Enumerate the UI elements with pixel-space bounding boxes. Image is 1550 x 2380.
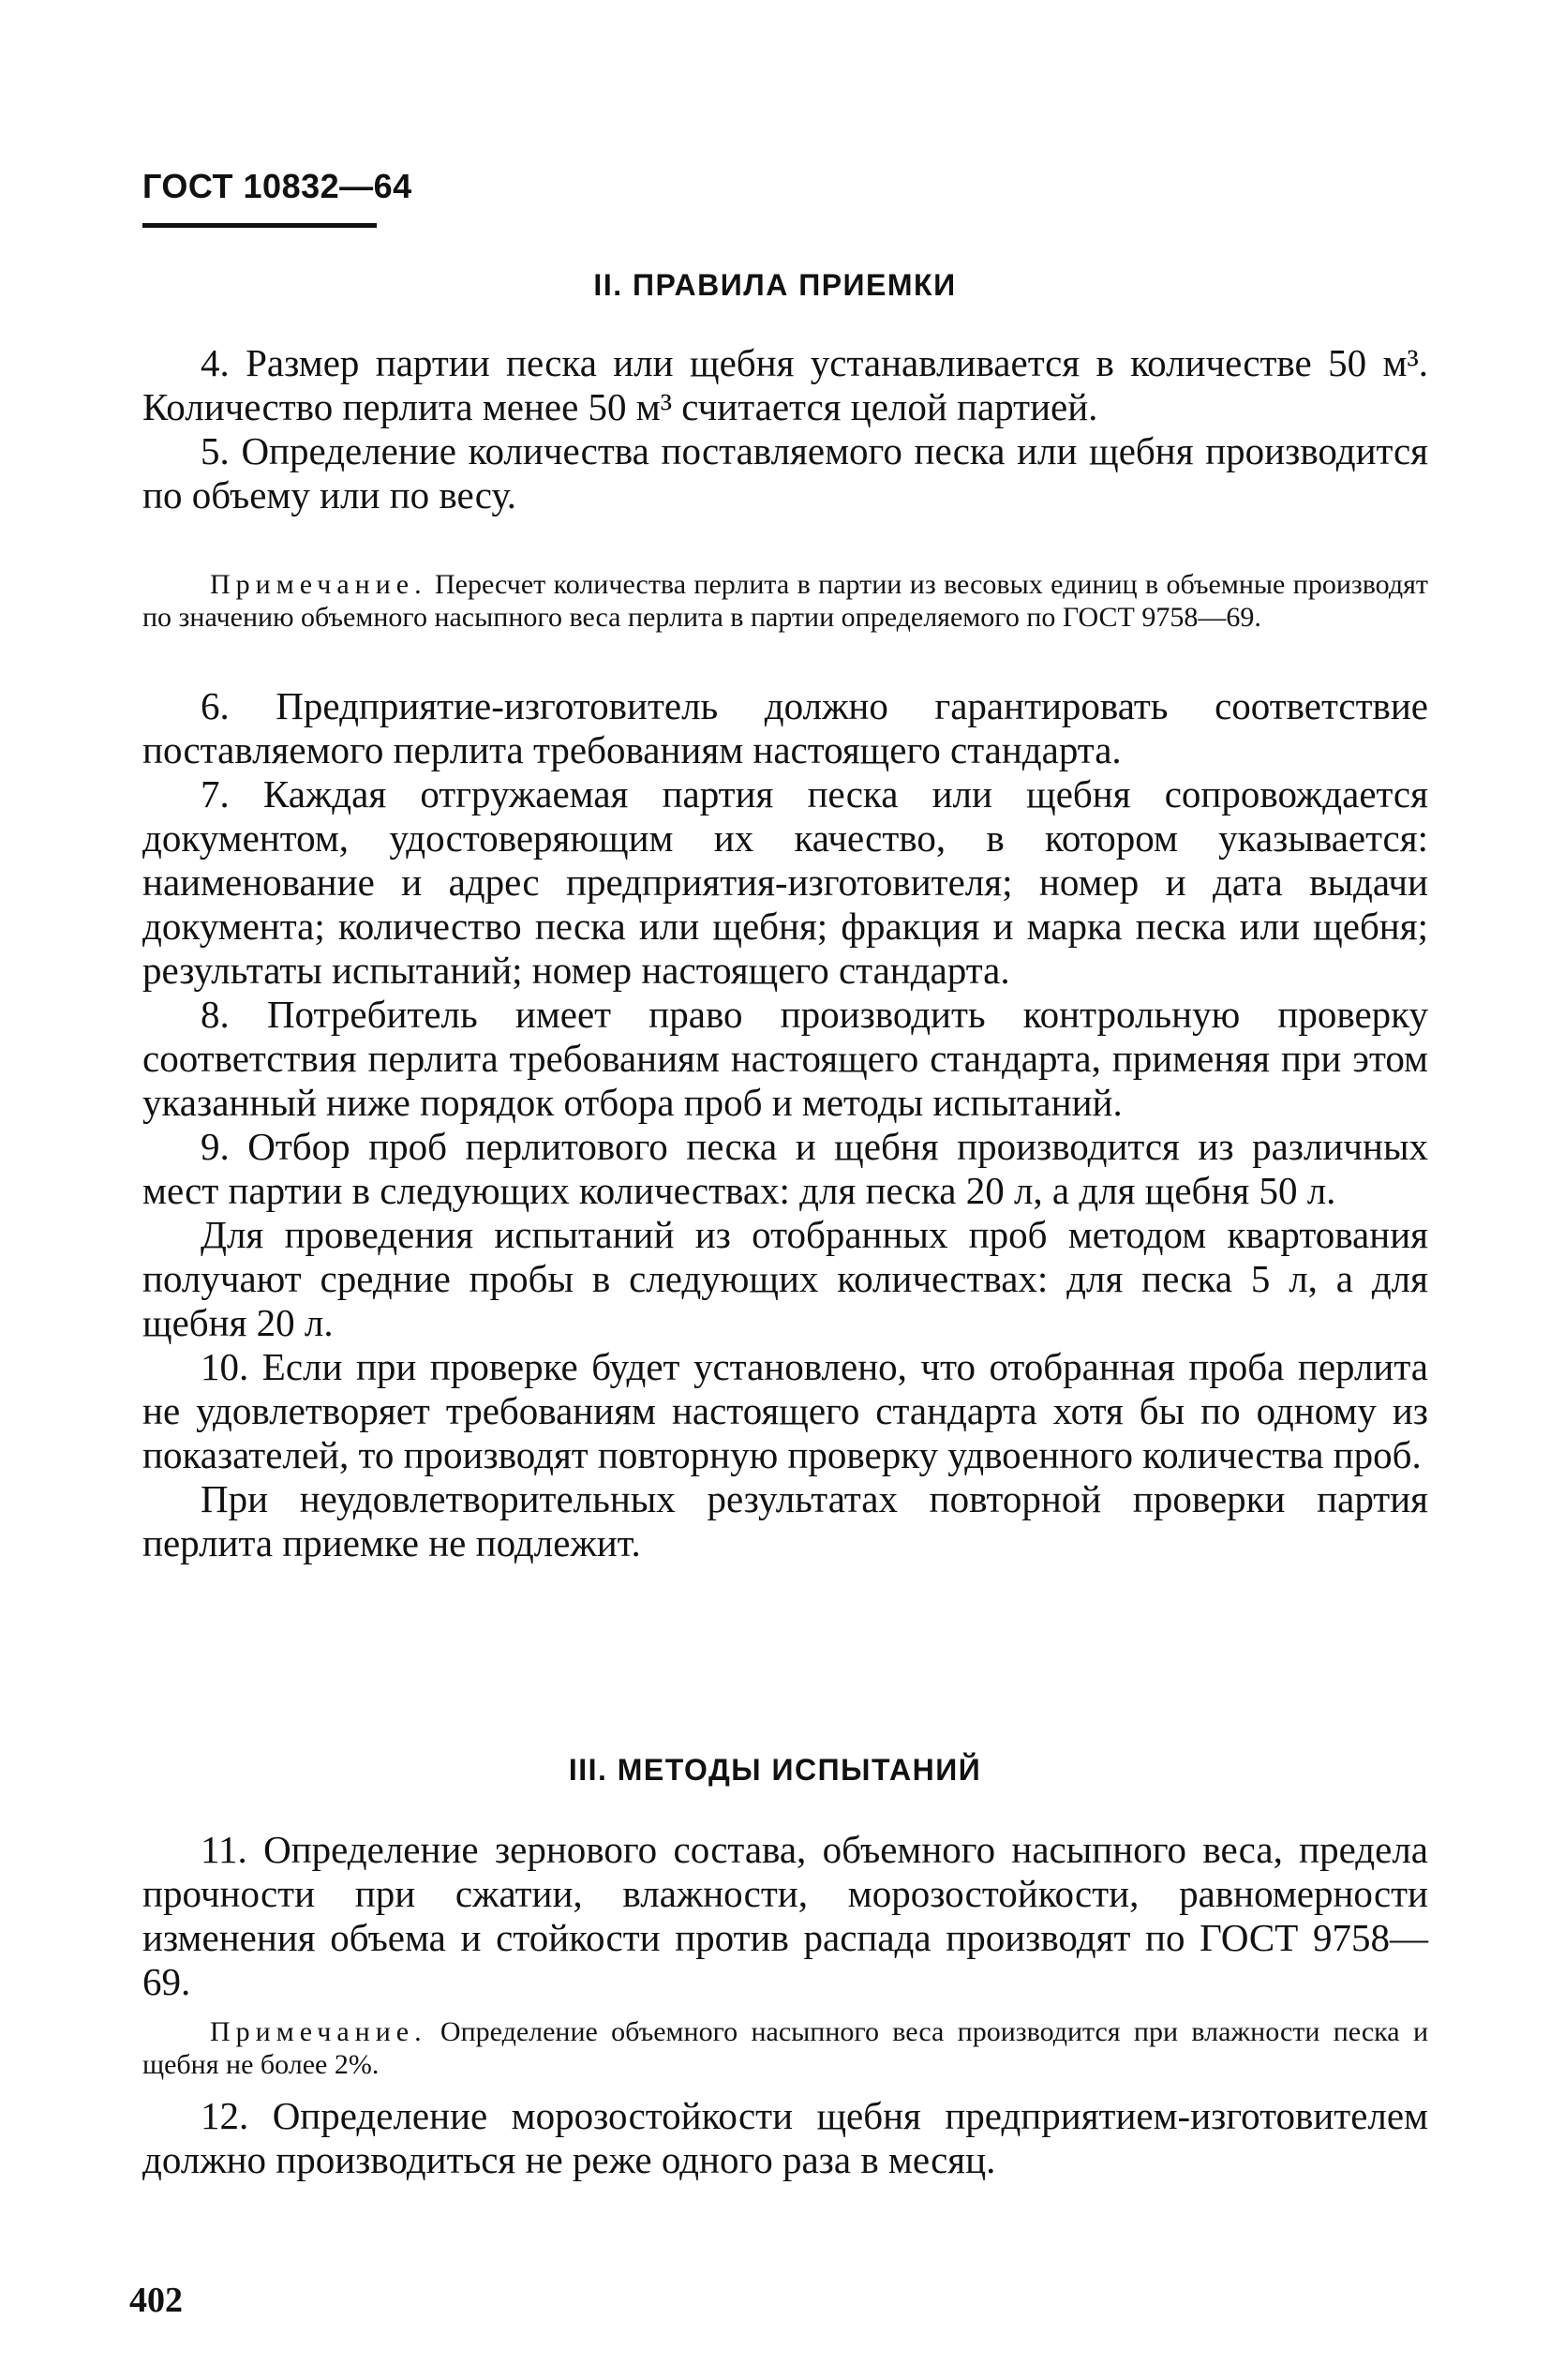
note-1: [142, 568, 1428, 634]
section-3-title: III. МЕТОДЫ ИСПЫТАНИЙ: [568, 1753, 982, 1787]
standard-id: ГОСТ 10832—64: [142, 167, 412, 205]
note-2-label: Примечание.: [210, 2016, 427, 2047]
paragraph-4: 4. Размер партии песка или щебня устанавливается в количестве 50 м³. Количество перлита менее 50 м³ считается целой партией.: [142, 341, 1428, 428]
paragraph-10b: При неудовлетворительных результатах повторной проверки партия перлита приемке не подлежит.: [142, 1477, 1428, 1564]
paragraph-12: 12. Определение морозостойкости щебня предприятием-изготовителем должно производиться не реже одного раза в месяц.: [142, 2094, 1428, 2181]
page-number: 402: [129, 2281, 183, 2320]
paragraph-7: 7. Каждая отгружаемая партия песка или щебня сопровождается документом, удостоверяющим их качество, в котором указывается: наименование и адрес предприятия-изготовителя; номер и дата выдачи документа; количество песка или щебня; фракция и марка песка или щебня; результаты испытаний; номер настоящего стандарта.: [142, 772, 1428, 992]
paragraph-5: 5. Определение количества поставляемого песка или щебня производится по объему или по весу.: [142, 429, 1428, 516]
note-1-label: Примечание.: [210, 569, 427, 600]
paragraph-10: 10. Если при проверке будет установлено, что отобранная проба перлита не удовлетворяет требованиям настоящего стандарта хотя бы по одному из показателей, то производят повторную проверку удвоенного количества проб.: [142, 1345, 1428, 1476]
section-3-body-a: [142, 1828, 1428, 2004]
paragraph-9b: Для проведения испытаний из отобранных проб методом квартования получают средние пробы в следующих количествах: для песка 5 л, а для щебня 20 л.: [142, 1213, 1428, 1344]
paragraph-9: 9. Отбор проб перлитового песка и щебня производится из различных мест партии в следующих количествах: для песка 20 л, а для щебня 50 л.: [142, 1125, 1428, 1212]
section-2-title: II. ПРАВИЛА ПРИЕМКИ: [593, 268, 957, 302]
note-1-text: Пересчет количества перлита в партии из весовых единиц в объемные производят по значению объемного насыпного веса перлита в партии определяемого по ГОСТ 9758—69.: [142, 569, 1428, 633]
note-2-text: Определение объемного насыпного веса производится при влажности песка и щебня не более 2%.: [142, 2016, 1428, 2080]
section-3-body-b: [142, 2094, 1428, 2182]
section-2-body-b: [142, 684, 1428, 1565]
paragraph-11: 11. Определение зернового состава, объемного насыпного веса, предела прочности при сжатии, влажности, морозостойкости, равномерности изменения объема и стойкости против распада производят по ГОСТ 9758—69.: [142, 1828, 1428, 2003]
paragraph-6: 6. Предприятие-изготовитель должно гарантировать соответствие поставляемого перлита требованиям настоящего стандарта.: [142, 684, 1428, 771]
section-2-body-a: [142, 341, 1428, 517]
paragraph-8: 8. Потребитель имеет право производить контрольную проверку соответствия перлита требованиям настоящего стандарта, применяя при этом указанный ниже порядок отбора проб и методы испытаний.: [142, 993, 1428, 1124]
note-2: [142, 2015, 1428, 2081]
header-underline: [142, 223, 377, 228]
